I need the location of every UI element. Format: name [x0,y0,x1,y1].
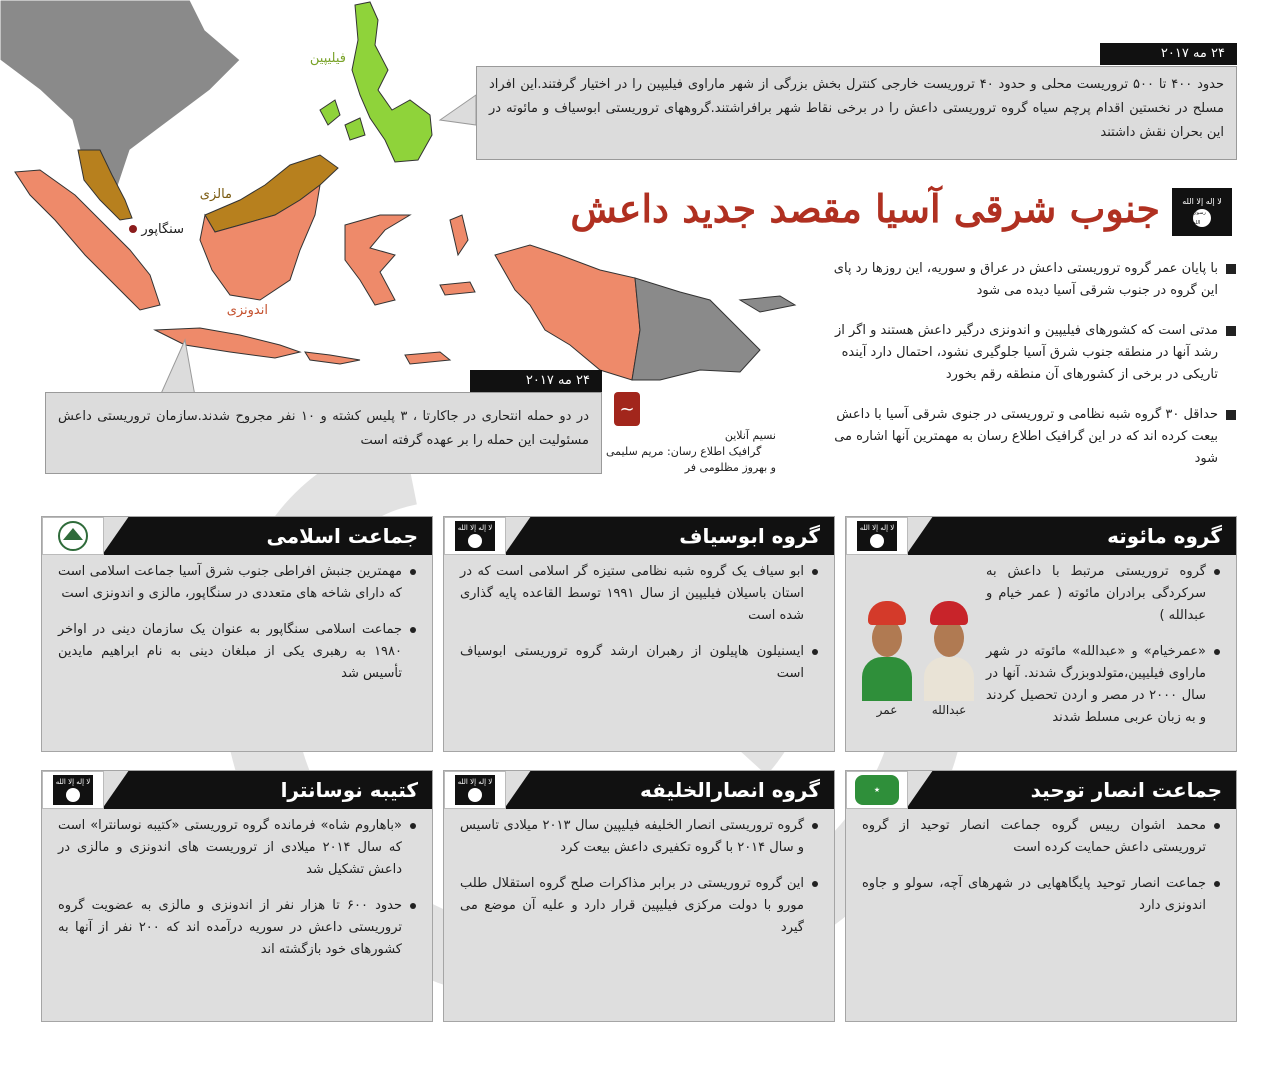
credit-line2: و بهروز مظلومی فر [684,461,776,474]
callout-date-top: ۲۴ مه ۲۰۱۷ [1100,43,1237,65]
credits [606,428,776,476]
card-bullet: جماعت اسلامی سنگاپور به عنوان یک سازمان دینی در اواخر ۱۹۸۰ به رهبری یکی از مبلغان دینی به نام ابراهیم مایدین تأسیس شد [58,619,416,685]
group-card [41,770,433,1022]
card-bullet: «باهاروم شاه» فرمانده گروه تروریستی «کتیبه نوسانترا» است که سال ۲۰۱۴ میلادی از تروریست های اندونزی و مالزی در داعش تشکیل شد [58,815,416,881]
photo-label: عبدالله [931,703,967,717]
flag-seal [468,534,482,548]
credit-line1: گرافیک اطلاع رسان: مریم سلیمی [606,445,762,458]
card-badge [846,517,908,555]
flag-text: لا إله إلا الله [457,524,493,532]
card-body [58,561,416,699]
group-card [443,516,835,752]
card-body [862,815,1220,931]
photo-abdullah [920,597,978,701]
card-bullet: «عمرخیام» و «عبدالله» مائوته در شهر ماراوی فیلیپین،متولدوبزرگ شدند. آنها در سال ۲۰۰۰ در مصر و اردن تحصیل کردند و به زبان عربی مسلط شدند [986,641,1220,729]
philippines-islands [352,2,432,162]
card-body [58,815,416,975]
callout-jakarta: در دو حمله انتحاری در جاکارتا ، ۳ پلیس کشته و ۱۰ نفر مجروح شدند.سازمان تروریستی داعش مسئولیت این حمله را بر عهده گرفته است [45,392,602,474]
card-title: جماعت انصار توحید [1030,778,1222,802]
indonesia-sulawesi [345,215,410,305]
label-indonesia: اندونزی [226,303,268,318]
card-badge [444,771,506,809]
photo-omar [858,597,916,701]
flag-text: لا إله إلا الله [1182,197,1222,206]
flag-text: لا إله إلا الله [55,778,91,786]
flag-seal [66,788,80,802]
indonesia-papua [495,245,640,380]
ansar-tawhid-emblem-icon: ★ [855,775,899,805]
card-bullet: گروه تروریستی انصار الخلیفه فیلیپین سال ۲۰۱۳ میلادی تاسیس و سال ۲۰۱۴ با گروه تکفیری داعش بیعت کرد [460,815,818,859]
label-singapore: سنگاپور [141,222,184,237]
card-badge [42,517,104,555]
intro-bullet: مدتی است که کشورهای فیلیپین و اندونزی درگیر داعش هستند و اگر از رشد آنها در منطقه جنوب شرق آسیا جلوگیری نشود، احتمال دارد آینده تاریکی در برخی از کشورهای آن منطقه رقم بخورد [820,320,1236,386]
card-header [444,517,834,555]
isis-flag-icon [1172,188,1232,236]
card-bullet: این گروه تروریستی در برابر مذاکرات صلح گروه استقلال طلب مورو با دولت مرکزی فیلیپین قرار دارد و علیه آن موضع می گیرد [460,873,818,939]
credit-brand: نسیم آنلاین [724,429,776,442]
group-card [443,770,835,1022]
card-body [986,561,1220,743]
jemaah-islamiyah-emblem-icon [53,520,93,552]
intro-bullet: حداقل ۳۰ گروه شبه نظامی و تروریستی در جنوی شرقی آسیا با داعش بیعت کرده اند که در این گرافیک اطلاع رسان به مهمترین آنها اشاره می شود [820,404,1236,470]
group-card [845,516,1237,752]
papua-new-guinea [632,278,760,380]
callout-marawi: حدود ۴۰۰ تا ۵۰۰ تروریست محلی و حدود ۴۰ تروریست خارجی کنترل بخش بزرگی از شهر ماراوی فیلیپین را در اختیار گرفتند.این افراد مسلح در نخستین اقدام پرچم سیاه گروه تروریستی داعش را در برخی نقاط شهر برافراشتند.گروههای تروریستی ابوسیاف و مائوته در این بحران نقش داشتند [476,66,1237,160]
label-malaysia: مالزی [199,187,232,202]
card-body [460,815,818,953]
photo-label: عمر [876,703,898,717]
card-title: جماعت اسلامی [266,524,418,548]
label-philippines: فیلیپین [309,51,346,66]
singapore-marker [129,225,137,233]
card-bullet: گروه تروریستی مرتبط با داعش به سرکردگی برادران مائوته ( عمر خیام و عبدالله ) [986,561,1220,627]
flag-text: لا إله إلا الله [457,778,493,786]
flag-seal [468,788,482,802]
card-bullet: محمد اشوان رییس گروه جماعت انصار توحید از گروه تروریستی داعش حمایت کرده است [862,815,1220,859]
nasim-logo-icon: ~ [614,392,640,426]
isis-flag-icon [857,521,897,551]
isis-flag-icon [455,521,495,551]
card-badge [846,771,908,809]
card-header [42,771,432,809]
card-title: کتیبه نوسانترا [280,778,418,802]
page-title: جنوب شرقی آسیا مقصد جدید داعش [570,186,1160,231]
indonesia-sumatra [15,170,160,310]
mainland-region [0,0,240,195]
card-bullet: ایسنیلون هاپیلون از رهبران ارشد گروه تروریستی ابوسیاف است [460,641,818,685]
intro-bullet: با پایان عمر گروه تروریستی داعش در عراق و سوریه، این روزها رد پای این گروه در جنوب شرقی آسیا دیده می شود [820,258,1236,302]
card-header [42,517,432,555]
card-header [846,771,1236,809]
group-card [41,516,433,752]
isis-flag-icon [53,775,93,805]
card-badge [444,517,506,555]
card-title: گروه انصارالخلیفه [640,778,820,802]
group-card [845,770,1237,1022]
isis-flag-icon [455,775,495,805]
card-body [460,561,818,699]
card-bullet: ابو سیاف یک گروه شبه نظامی ستیزه گر اسلامی است که در استان باسیلان فیلیپین از سال ۱۹۹۱ توسط القاعده پایه گذاری شده است [460,561,818,627]
flag-seal [870,534,884,548]
card-title: گروه مائوته [1107,524,1222,548]
card-header [444,771,834,809]
flag-text: لا إله إلا الله [859,524,895,532]
flag-seal: رسول الله [1193,209,1211,227]
card-bullet: حدود ۶۰۰ تا هزار نفر از اندونزی و مالزی به عضویت گروه تروریستی داعش در سوریه درآمده اند که ۲۰۰ نفر از آنها به کشورهای خود بازگشته اند [58,895,416,961]
intro-bullets [820,258,1236,488]
callout-date-bottom: ۲۴ مه ۲۰۱۷ [470,370,602,392]
card-title: گروه ابوسیاف [679,524,820,548]
card-header [846,517,1236,555]
card-bullet: جماعت انصار توحید پایگاههایی در شهرهای آچه، سولو و جاوه اندونزی دارد [862,873,1220,917]
card-bullet: مهمترین جنبش افراطی جنوب شرق آسیا جماعت اسلامی است که دارای شاخه های متعددی در سنگاپور، مالزی و اندونزی است [58,561,416,605]
indonesia-java [155,328,300,358]
card-badge [42,771,104,809]
